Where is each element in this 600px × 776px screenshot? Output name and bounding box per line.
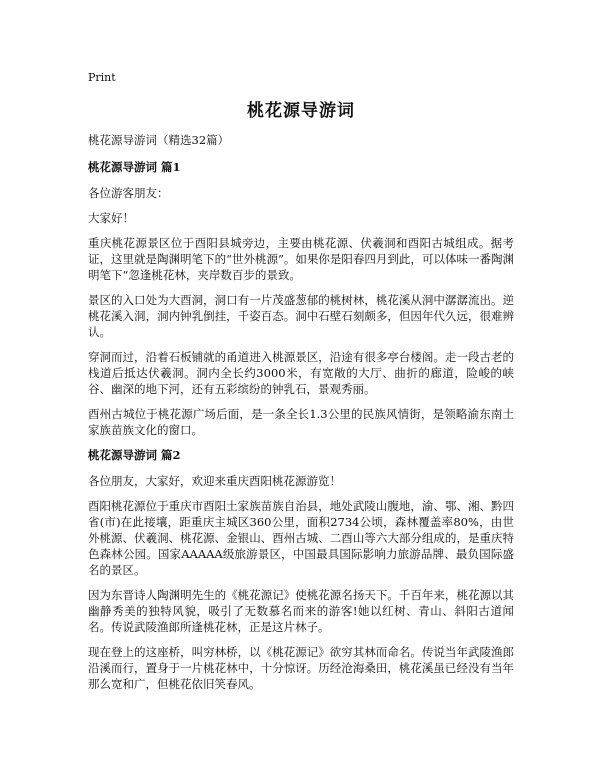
document-subtitle: 桃花源导游词（精选32篇） bbox=[88, 133, 230, 147]
paragraph: 大家好！ bbox=[88, 211, 134, 225]
paragraph: 穿洞而过，沿着石板铺就的甬道进入桃源景区，沿途有很多亭台楼阁。走一段古老的栈道后抵达伏羲洞。洞内全长约3000米，有宽敞的大厅、曲折的廊道，险峻的峡谷、幽深的地下河，还有五彩缤纷的钟乳石，景观秀丽。 bbox=[88, 350, 514, 396]
paragraph: 酉州古城位于桃花源广场后面，是一条全长1.3公里的民族风情街，是领略渝东南土家族苗族文化的窗口。 bbox=[88, 407, 514, 437]
paragraph: 各位游客朋友： bbox=[88, 186, 169, 200]
page-title: 桃花源导游词 bbox=[247, 101, 355, 121]
paragraph: 酉阳桃花源位于重庆市酉阳土家族苗族自治县，地处武陵山腹地，渝、鄂、湘、黔四省(市)在此接壤，距重庆主城区360公里，面积2734公顷，森林覆盖率80%，由世外桃源、伏羲洞、桃花源、金银山、酉州古城、二酉山等六大部分组成的，是重庆特色森林公园。国家AAAAA级旅游景区，中国最具国际影响力旅游品牌、最负国际盛名的景区。 bbox=[88, 499, 514, 577]
paragraph: 重庆桃花源景区位于酉阳县城旁边，主要由桃花源、伏羲洞和酉阳古城组成。据考证，这里就是陶渊明笔下的“世外桃源”。如果你是阳春四月到此，可以体味一番陶渊明笔下“忽逢桃花林，夹岸数百步的景致。 bbox=[88, 236, 514, 282]
paragraph: 因为东晋诗人陶渊明先生的《桃花源记》使桃花源名扬天下。千百年来，桃花源以其幽静秀美的独特风貌，吸引了无数慕名而来的游客!她以红树、青山、斜阳古道闻名。传说武陵渔郎所逢桃花林，正是这片林子。 bbox=[88, 588, 514, 634]
section-heading-2: 桃花源导游词 篇2 bbox=[88, 448, 181, 462]
paragraph: 现在登上的这座桥，叫穷林桥，以《桃花源记》欲穷其林而命名。传说当年武陵渔郎沿溪而行，置身于一片桃花林中，十分惊讶。历经沧海桑田，桃花溪虽已经没有当年那么宽和广，但桃花依旧笑春风。 bbox=[88, 645, 514, 691]
paragraph: 景区的入口处为大酉洞，洞口有一片茂盛葱郁的桃树林，桃花溪从洞中潺潺流出。逆桃花溪入洞，洞内钟乳倒挂，千姿百态。洞中石壁石刻颇多，但因年代久远，很难辨认。 bbox=[88, 293, 514, 339]
print-label: Print bbox=[88, 71, 116, 84]
paragraph: 各位朋友，大家好，欢迎来重庆酉阳桃花源游览！ bbox=[88, 474, 341, 488]
document-body bbox=[88, 132, 514, 701]
section-heading-1: 桃花源导游词 篇1 bbox=[88, 160, 181, 174]
